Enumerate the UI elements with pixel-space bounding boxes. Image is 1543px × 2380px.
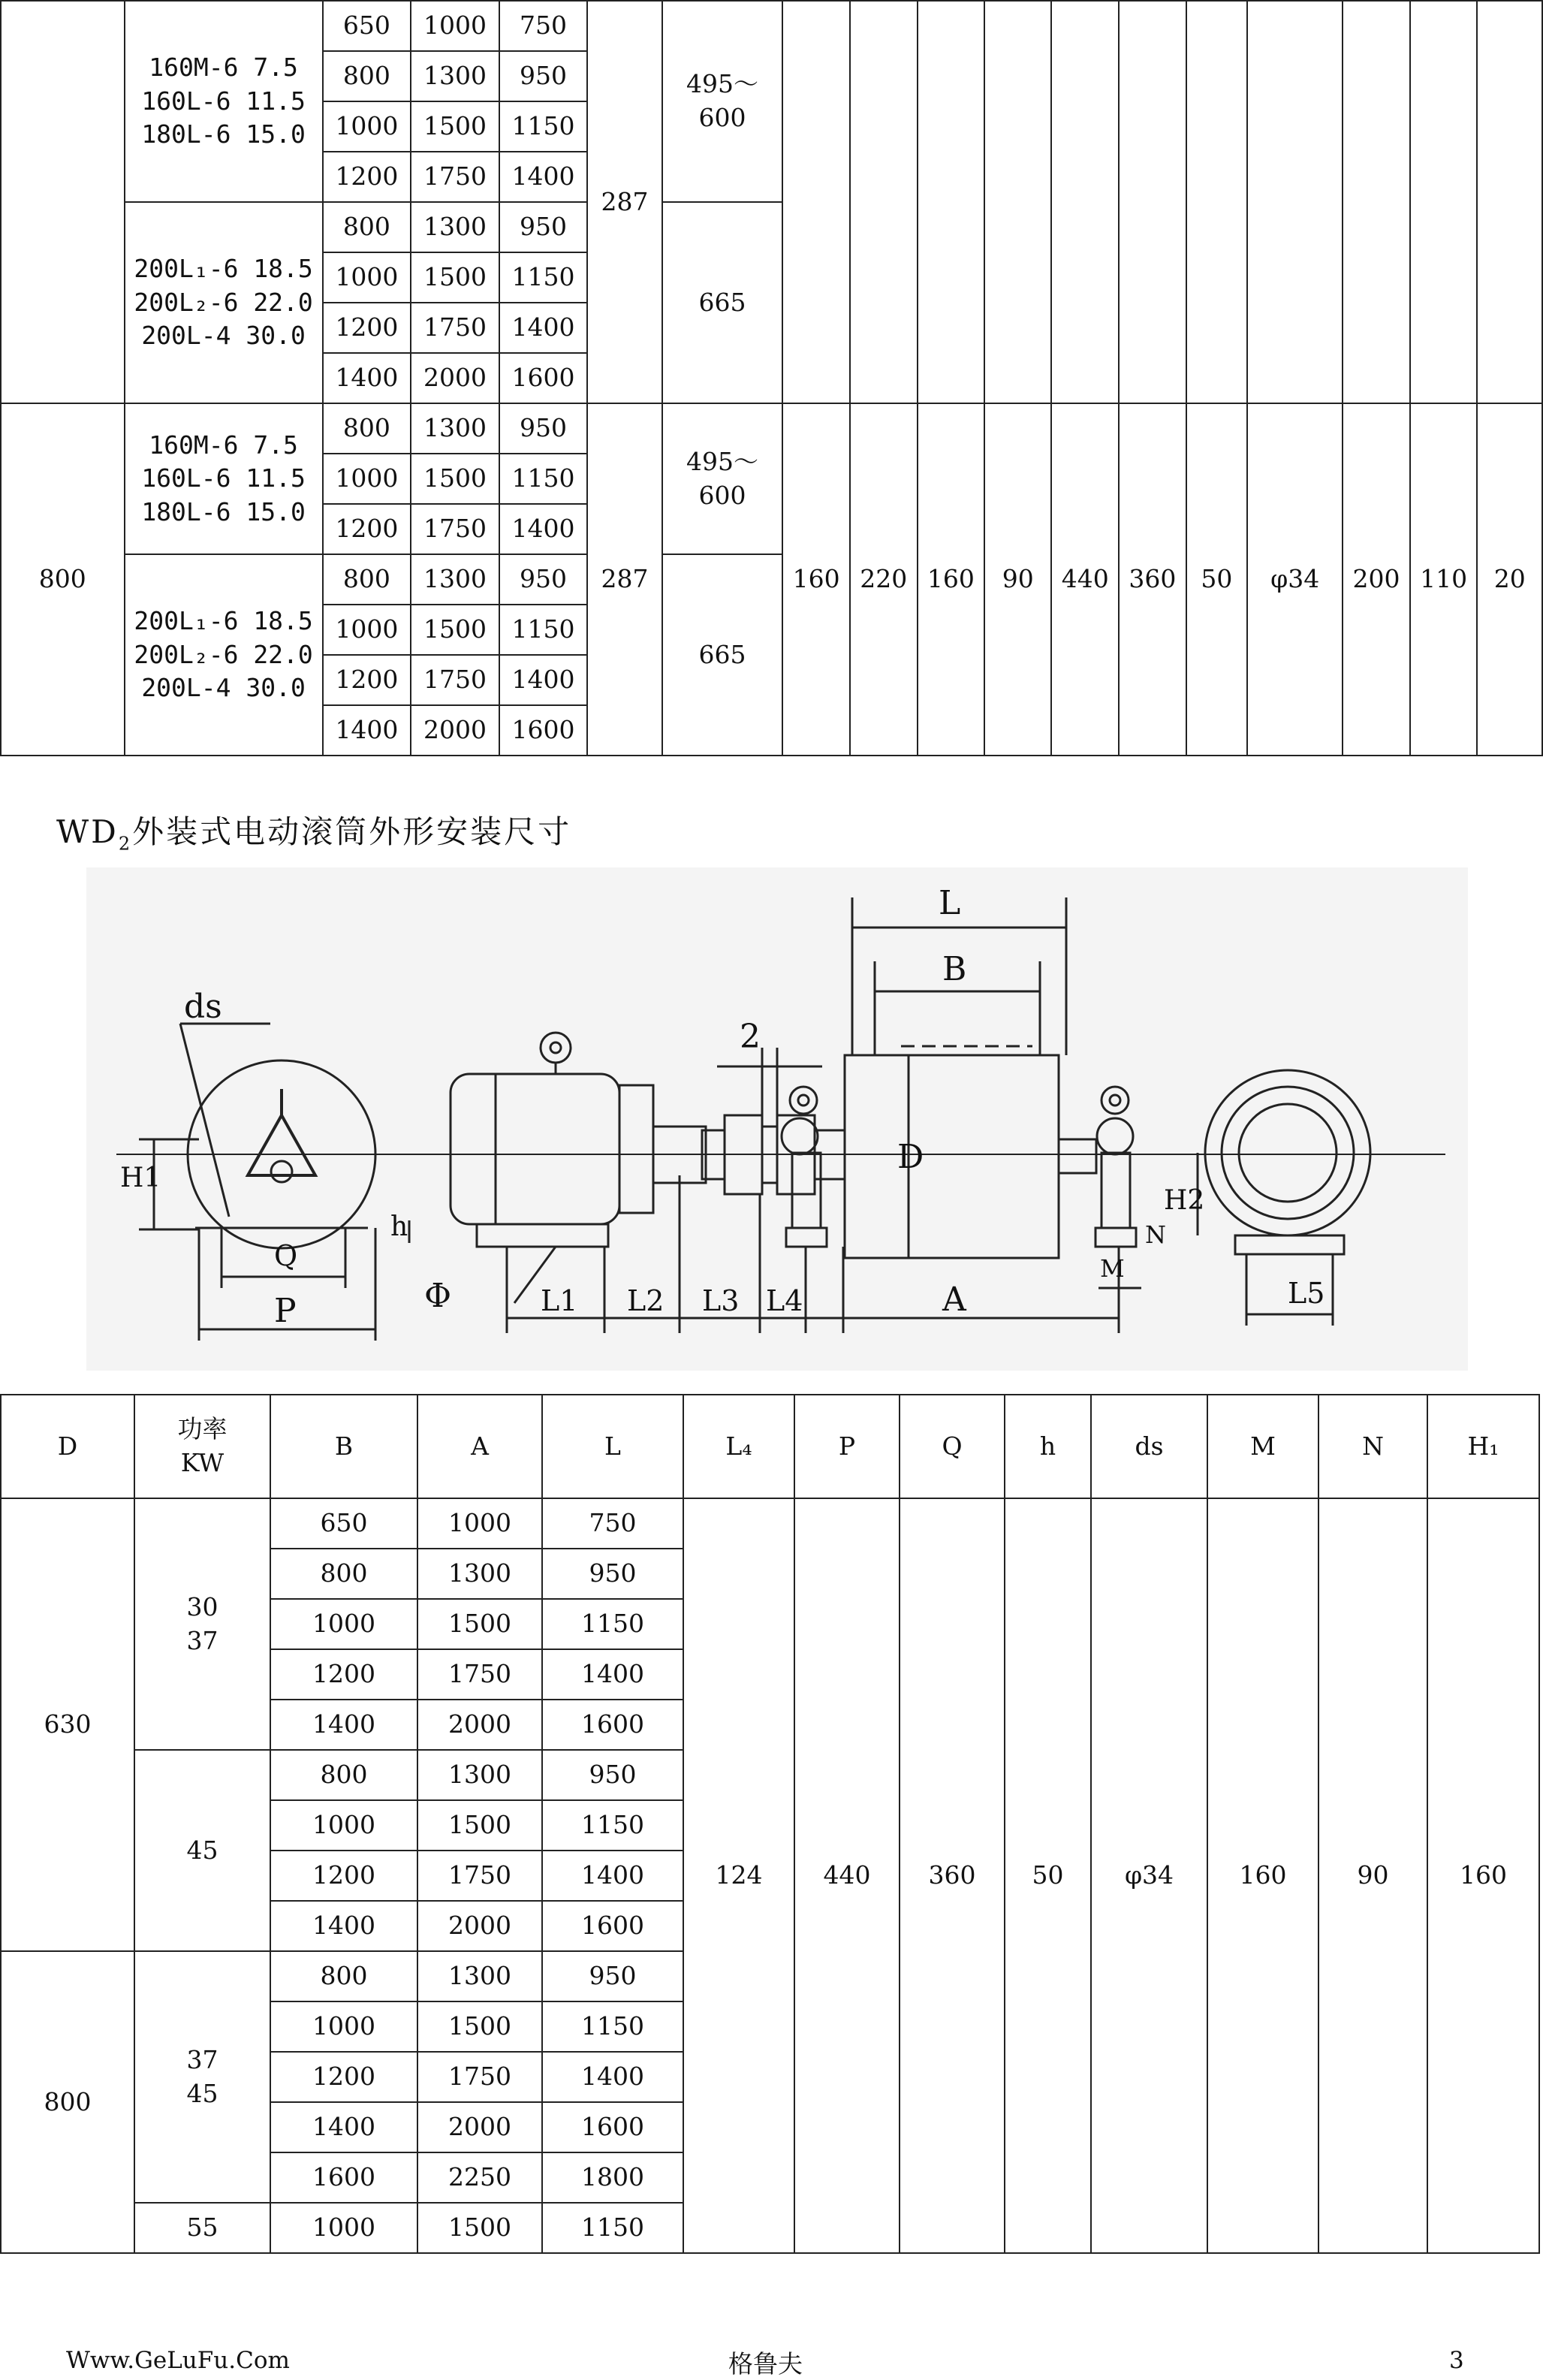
label-Phi: Φ (424, 1277, 452, 1315)
header-cell: H₁ (1427, 1395, 1539, 1498)
b-cell: 1000 (323, 454, 411, 504)
tail-cell (1186, 1, 1247, 403)
b-cell: 1200 (270, 1649, 417, 1700)
l-cell: 1400 (499, 303, 588, 353)
a-cell: 2000 (417, 2102, 542, 2152)
power-cell: 55 (134, 2203, 270, 2253)
d-cell: 800 (1, 1951, 134, 2253)
tail-cell (984, 1, 1051, 403)
tail-cell: φ34 (1247, 403, 1343, 756)
b-cell: 1400 (270, 1901, 417, 1951)
label-M: M (1100, 1254, 1125, 1283)
header-cell: ds (1091, 1395, 1207, 1498)
a-cell: 1750 (411, 303, 499, 353)
header-cell: A (417, 1395, 542, 1498)
header-cell: L₄ (683, 1395, 794, 1498)
motor-cell: 200L₁-6 18.5 200L₂-6 22.0 200L-4 30.0 (125, 202, 323, 403)
l-cell: 1400 (542, 2052, 683, 2102)
table-row (1, 403, 1542, 454)
b-cell: 1000 (270, 2001, 417, 2052)
b-cell: 650 (270, 1498, 417, 1549)
section-title: $WD_2$外装式电动滚筒外形安装尺寸 (56, 813, 572, 855)
l-cell: 1150 (542, 2001, 683, 2052)
header-cell: h (1005, 1395, 1091, 1498)
weight-cell: 665 (662, 554, 783, 756)
b-cell: 800 (323, 403, 411, 454)
a-cell: 1500 (417, 1599, 542, 1649)
a-cell: 1300 (411, 403, 499, 454)
label-h: h (390, 1211, 408, 1242)
p-cell: 440 (794, 1498, 900, 2253)
power-cell: 37 45 (134, 1951, 270, 2203)
b-cell: 1000 (323, 101, 411, 152)
l-cell: 1150 (542, 1599, 683, 1649)
label-B: B (942, 950, 967, 988)
label-ds: ds (184, 988, 222, 1026)
l-cell: 1150 (542, 1800, 683, 1851)
label-H2: H2 (1164, 1185, 1205, 1216)
header-row (1, 1395, 1539, 1498)
header-cell: M (1207, 1395, 1318, 1498)
table-row (1, 1498, 1539, 1549)
a-cell: 1750 (417, 2052, 542, 2102)
a-cell: 1500 (417, 1800, 542, 1851)
header-cell: 功率 KW (134, 1395, 270, 1498)
q-cell: 360 (900, 1498, 1005, 2253)
installation-drawing (86, 867, 1468, 1371)
l-cell: 1600 (542, 1901, 683, 1951)
a-cell: 1300 (417, 1549, 542, 1599)
tail-cell (850, 1, 918, 403)
tail-cell (1247, 1, 1343, 403)
b-cell: 800 (323, 51, 411, 101)
header-cell: B (270, 1395, 417, 1498)
tail-cell: 110 (1410, 403, 1478, 756)
label-L5: L5 (1288, 1277, 1325, 1310)
l-cell: 950 (542, 1750, 683, 1800)
power-cell: 45 (134, 1750, 270, 1951)
label-L: L (939, 884, 961, 922)
tail-cell: 360 (1119, 403, 1186, 756)
header-cell: Q (900, 1395, 1005, 1498)
l-cell: 950 (499, 202, 588, 252)
l-cell: 1150 (499, 101, 588, 152)
b-cell: 1200 (323, 152, 411, 202)
a-cell: 1300 (417, 1750, 542, 1800)
b-cell: 1200 (323, 655, 411, 705)
a-cell: 1500 (411, 605, 499, 655)
label-H1: H1 (120, 1163, 161, 1193)
a-cell: 1000 (411, 1, 499, 51)
l-cell: 750 (499, 1, 588, 51)
b-cell: 800 (270, 1549, 417, 1599)
label-L2: L2 (627, 1284, 665, 1317)
a-cell: 2250 (417, 2152, 542, 2203)
tail-cell (782, 1, 850, 403)
l-cell: 1600 (542, 2102, 683, 2152)
tail-cell: 440 (1051, 403, 1119, 756)
label-L4: L4 (766, 1284, 803, 1317)
m-cell: 160 (1207, 1498, 1318, 2253)
b-cell: 1000 (270, 2203, 417, 2253)
tail-cell: 20 (1477, 403, 1542, 756)
tail-cell: 160 (782, 403, 850, 756)
l-cell: 950 (542, 1951, 683, 2001)
tail-cell (1477, 1, 1542, 403)
label-D: D (897, 1138, 924, 1176)
footer-website: Www.GeLuFu.Com (66, 2347, 290, 2374)
ds-cell: φ34 (1091, 1498, 1207, 2253)
b-cell: 1600 (270, 2152, 417, 2203)
l-cell: 1400 (499, 655, 588, 705)
a-cell: 1300 (417, 1951, 542, 2001)
a-cell: 1500 (411, 101, 499, 152)
weight-cell: 495～600 (662, 1, 783, 202)
b-cell: 1400 (270, 1700, 417, 1750)
a-cell: 1300 (411, 51, 499, 101)
header-cell: N (1318, 1395, 1427, 1498)
b-cell: 800 (323, 554, 411, 605)
b-cell: 1200 (323, 303, 411, 353)
a-cell: 1750 (417, 1851, 542, 1901)
b-cell: 650 (323, 1, 411, 51)
a-cell: 2000 (417, 1700, 542, 1750)
power-cell: 30 37 (134, 1498, 270, 1750)
label-A: A (942, 1280, 966, 1319)
weight-cell: 495～600 (662, 403, 783, 554)
weight-cell: 665 (662, 202, 783, 403)
a-cell: 1750 (417, 1649, 542, 1700)
header-cell: P (794, 1395, 900, 1498)
a-cell: 1300 (411, 202, 499, 252)
l-cell: 1800 (542, 2152, 683, 2203)
b-cell: 1400 (323, 353, 411, 403)
b-cell: 1400 (323, 705, 411, 756)
label-2: 2 (740, 1018, 761, 1056)
tail-cell (918, 1, 985, 403)
l4-cell: 124 (683, 1498, 794, 2253)
label-L3: L3 (702, 1284, 740, 1317)
l-cell: 1400 (499, 504, 588, 554)
a-cell: 1750 (411, 152, 499, 202)
tail-cell (1051, 1, 1119, 403)
header-cell: D (1, 1395, 134, 1498)
b-cell: 1200 (270, 1851, 417, 1901)
l-cell: 1400 (542, 1649, 683, 1700)
l-cell: 950 (499, 403, 588, 454)
tail-cell: 160 (918, 403, 985, 756)
n-cell: 90 (1318, 1498, 1427, 2253)
top-dimension-table (0, 0, 1543, 756)
l-cell: 1150 (499, 605, 588, 655)
l-cell: 1600 (499, 705, 588, 756)
a-cell: 2000 (411, 705, 499, 756)
tail-cell (1119, 1, 1186, 403)
a-cell: 1500 (411, 252, 499, 303)
b-cell: 1000 (323, 605, 411, 655)
label-Q: Q (274, 1239, 298, 1272)
b-cell: 800 (270, 1951, 417, 2001)
l4-cell: 287 (587, 403, 662, 756)
tail-cell: 90 (984, 403, 1051, 756)
l-cell: 1600 (542, 1700, 683, 1750)
motor-cell: 200L₁-6 18.5 200L₂-6 22.0 200L-4 30.0 (125, 554, 323, 756)
h1-cell: 160 (1427, 1498, 1539, 2253)
a-cell: 1000 (417, 1498, 542, 1549)
a-cell: 1500 (417, 2203, 542, 2253)
d-cell: 800 (1, 403, 125, 756)
l-cell: 950 (542, 1549, 683, 1599)
a-cell: 1300 (411, 554, 499, 605)
b-cell: 1200 (323, 504, 411, 554)
l-cell: 1600 (499, 353, 588, 403)
motor-cell: 160M-6 7.5 160L-6 11.5 180L-6 15.0 (125, 1, 323, 202)
b-cell: 1000 (323, 252, 411, 303)
label-P: P (274, 1292, 297, 1330)
l-cell: 950 (499, 51, 588, 101)
a-cell: 2000 (411, 353, 499, 403)
l-cell: 1400 (542, 1851, 683, 1901)
a-cell: 1750 (411, 504, 499, 554)
l-cell: 1150 (499, 454, 588, 504)
b-cell: 1000 (270, 1800, 417, 1851)
l-cell: 750 (542, 1498, 683, 1549)
tail-cell: 200 (1343, 403, 1410, 756)
bottom-dimension-table (0, 1394, 1540, 2254)
label-N: N (1145, 1220, 1166, 1249)
l4-cell: 287 (587, 1, 662, 403)
b-cell: 1400 (270, 2102, 417, 2152)
a-cell: 1500 (411, 454, 499, 504)
l-cell: 1150 (499, 252, 588, 303)
b-cell: 1000 (270, 1599, 417, 1649)
a-cell: 2000 (417, 1901, 542, 1951)
label-L1: L1 (541, 1284, 578, 1317)
motor-cell: 160M-6 7.5 160L-6 11.5 180L-6 15.0 (125, 403, 323, 554)
footer-brand: 格鲁夫 (728, 2349, 803, 2378)
table-row (1, 1, 1542, 51)
b-cell: 800 (270, 1750, 417, 1800)
a-cell: 1750 (411, 655, 499, 705)
a-cell: 1500 (417, 2001, 542, 2052)
header-cell: L (542, 1395, 683, 1498)
d-cell: 630 (1, 1498, 134, 1951)
b-cell: 1200 (270, 2052, 417, 2102)
tail-cell: 220 (850, 403, 918, 756)
tail-cell (1410, 1, 1478, 403)
tail-cell (1343, 1, 1410, 403)
page-number: 3 (1449, 2347, 1464, 2374)
b-cell: 800 (323, 202, 411, 252)
l-cell: 950 (499, 554, 588, 605)
d-cell (1, 1, 125, 403)
tail-cell: 50 (1186, 403, 1247, 756)
l-cell: 1150 (542, 2203, 683, 2253)
l-cell: 1400 (499, 152, 588, 202)
h-cell: 50 (1005, 1498, 1091, 2253)
